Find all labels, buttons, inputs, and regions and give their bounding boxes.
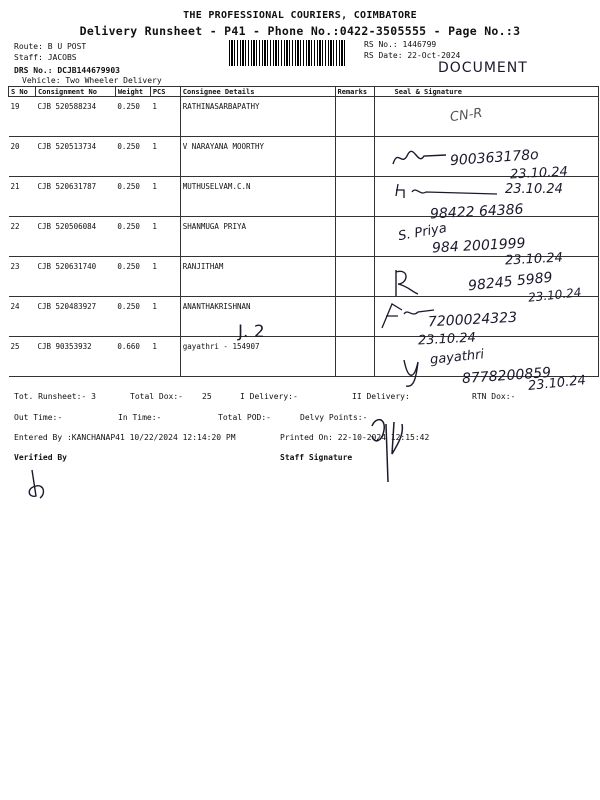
- table-row: [9, 97, 599, 137]
- route-label: Route: B U POST: [14, 42, 87, 51]
- cell-pcs: 1: [150, 337, 180, 377]
- cell-consignee: SHANMUGA PRIYA: [180, 217, 335, 257]
- col-consignee: Consignee Details: [180, 87, 335, 97]
- runsheet-table: [8, 86, 599, 377]
- cell-consignment: CJB 520513734: [35, 137, 115, 177]
- cell-pcs: 1: [150, 177, 180, 217]
- handwritten-note-row24: J. 2: [238, 322, 265, 342]
- cell-consignee: RANJITHAM: [180, 257, 335, 297]
- handwritten-phone-row23: 98245 5989: [467, 269, 554, 295]
- rs-number: RS No.: 1446799: [364, 40, 437, 49]
- cell-pcs: 1: [150, 217, 180, 257]
- handwritten-name-row22: S. Priya: [397, 220, 448, 245]
- cell-consignee: ANANTHAKRISHNAN: [180, 297, 335, 337]
- cell-consignee: V NARAYANA MOORTHY: [180, 137, 335, 177]
- cell-sno: 25: [9, 337, 36, 377]
- verified-by-label: Verified By: [14, 453, 67, 462]
- cell-remarks: [335, 337, 374, 377]
- barcode: [229, 40, 347, 66]
- company-title: THE PROFESSIONAL COURIERS, COIMBATORE: [183, 10, 417, 21]
- i-delivery: I Delivery:-: [240, 392, 298, 401]
- cell-consignment: CJB 520483927: [35, 297, 115, 337]
- cell-consignee: MUTHUSELVAM.C.N: [180, 177, 335, 217]
- handwritten-date-row22: 23.10.24: [504, 250, 564, 269]
- cell-consignee: RATHINASARBAPATHY: [180, 97, 335, 137]
- printed-on: Printed On: 22-10-2024 12:15:42: [280, 433, 430, 442]
- handwritten-phone-row25: 8778200859: [461, 364, 552, 388]
- col-remarks: Remarks: [335, 87, 374, 97]
- cell-weight: 0.250: [115, 297, 150, 337]
- cell-weight: 0.250: [115, 177, 150, 217]
- handwritten-date-row21: 23.10.24: [505, 182, 563, 197]
- cell-consignment: CJB 520631787: [35, 177, 115, 217]
- out-time: Out Time:-: [14, 413, 63, 422]
- total-pod: Total POD:-: [218, 413, 271, 422]
- cell-consignment: CJB 520588234: [35, 97, 115, 137]
- col-seal-signature: Seal & Signature: [374, 87, 598, 97]
- handwritten-phone-row21: 98422 64386: [429, 201, 524, 223]
- in-time: In Time:-: [118, 413, 162, 422]
- cell-sno: 21: [9, 177, 36, 217]
- total-dox-value: 25: [202, 392, 212, 401]
- tot-runsheet: Tot. Runsheet:- 3: [14, 392, 96, 401]
- handwritten-phone-row24: 7200024323: [427, 309, 518, 331]
- signature-row23: [388, 266, 422, 298]
- col-pcs: PCS: [150, 87, 180, 97]
- delvy-points: Delvy Points:-: [300, 413, 368, 422]
- cell-weight: 0.250: [115, 97, 150, 137]
- cell-remarks: [335, 297, 374, 337]
- staff-label: Staff: JACOBS: [14, 53, 77, 62]
- cell-remarks: [335, 217, 374, 257]
- signature-row21: [392, 182, 502, 202]
- staff-signature-mark: [364, 414, 408, 488]
- document-stamp: DOCUMENT: [438, 60, 528, 76]
- cell-sno: 20: [9, 137, 36, 177]
- entered-by: Entered By :KANCHANAP41 10/22/2024 12:14:20 PM: [14, 433, 236, 442]
- cell-remarks: [335, 177, 374, 217]
- handwritten-cnr: CN-R: [449, 105, 484, 126]
- cell-weight: 0.250: [115, 137, 150, 177]
- cell-sno: 22: [9, 217, 36, 257]
- cell-pcs: 1: [150, 257, 180, 297]
- staff-signature-label: Staff Signature: [280, 453, 353, 462]
- cell-weight: 0.250: [115, 257, 150, 297]
- handwritten-date-row20: 23.10.24: [509, 164, 569, 183]
- cell-consignee: gayathri - 154907: [180, 337, 335, 377]
- cell-sno: 23: [9, 257, 36, 297]
- cell-consignment: CJB 520631740: [35, 257, 115, 297]
- cell-pcs: 1: [150, 97, 180, 137]
- cell-remarks: [335, 257, 374, 297]
- table-header-row: [9, 87, 599, 97]
- col-consignment: Consignment No: [35, 87, 115, 97]
- cell-consignment: CJB 520506084: [35, 217, 115, 257]
- rtn-dox: RTN Dox:-: [472, 392, 516, 401]
- cell-pcs: 1: [150, 297, 180, 337]
- handwritten-date-row23: 23.10.24: [527, 285, 583, 305]
- cell-pcs: 1: [150, 137, 180, 177]
- drs-number: DRS No.: DCJB144679903: [14, 66, 120, 75]
- verifier-signature: [22, 466, 50, 502]
- col-sno: S No: [9, 87, 36, 97]
- runsheet-subtitle: Delivery Runsheet - P41 - Phone No.:0422-3505555 - Page No.:3: [79, 24, 521, 38]
- ii-delivery: II Delivery:: [352, 392, 410, 401]
- col-weight: Weight: [115, 87, 150, 97]
- vehicle-label: Vehicle: Two Wheeler Delivery: [22, 76, 162, 85]
- cell-sno: 19: [9, 97, 36, 137]
- handwritten-phone-row20: 900363178o: [449, 146, 540, 170]
- cell-remarks: [335, 137, 374, 177]
- cell-weight: 0.660: [115, 337, 150, 377]
- cell-remarks: [335, 97, 374, 137]
- handwritten-date-row24: 23.10.24: [417, 330, 477, 349]
- handwritten-date-row25: 23.10.24: [527, 373, 587, 394]
- signature-row20: [390, 146, 450, 170]
- cell-consignment: CJB 90353932: [35, 337, 115, 377]
- handwritten-phone-row22: 984 2001999: [431, 235, 526, 257]
- handwritten-name-row25: gayathri: [429, 347, 485, 368]
- cell-weight: 0.250: [115, 217, 150, 257]
- cell-sno: 24: [9, 297, 36, 337]
- cell-signature: [374, 97, 598, 137]
- total-dox-label: Total Dox:-: [130, 392, 183, 401]
- rs-date: RS Date: 22-Oct-2024: [364, 51, 461, 60]
